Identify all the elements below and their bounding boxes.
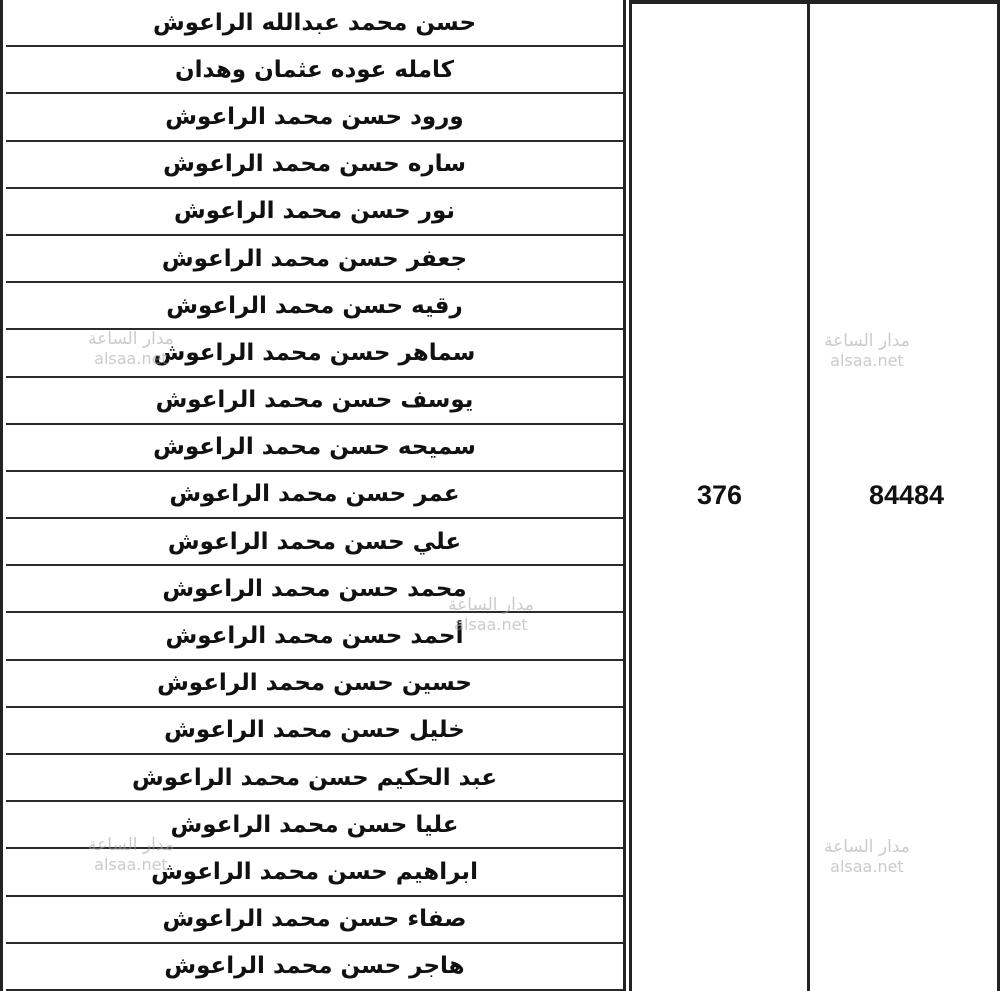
middle-number-cell	[629, 0, 810, 991]
table-row: ابراهيم حسن محمد الراعوش	[6, 849, 623, 896]
table-row: محمد حسن محمد الراعوش	[6, 566, 623, 613]
table-row: سماهر حسن محمد الراعوش	[6, 330, 623, 377]
watermark-latin: alsaa.net	[94, 348, 168, 368]
table-row: سميحه حسن محمد الراعوش	[6, 425, 623, 472]
watermark-arabic: مدار الساعة	[88, 329, 174, 349]
table-row: عليا حسن محمد الراعوش	[6, 802, 623, 849]
watermark-arabic: مدار الساعة	[448, 595, 534, 615]
table-row: رقيه حسن محمد الراعوش	[6, 283, 623, 330]
right-number-value: 84484	[868, 480, 945, 510]
names-column	[6, 0, 626, 991]
table-row: صفاء حسن محمد الراعوش	[6, 897, 623, 944]
table-row: جعفر حسن محمد الراعوش	[6, 236, 623, 283]
table-row: حسن محمد عبدالله الراعوش	[6, 0, 623, 47]
table-row: حسين حسن محمد الراعوش	[6, 661, 623, 708]
table-row: نور حسن محمد الراعوش	[6, 189, 623, 236]
table-row: عمر حسن محمد الراعوش	[6, 472, 623, 519]
table-row: علي حسن محمد الراعوش	[6, 519, 623, 566]
watermark-arabic: مدار الساعة	[88, 835, 174, 855]
table-row: كامله عوده عثمان وهدان	[6, 47, 623, 94]
middle-number-value: 376	[696, 480, 743, 510]
table-row: هاجر حسن محمد الراعوش	[6, 944, 623, 991]
table-row: أحمد حسن محمد الراعوش	[6, 613, 623, 660]
table-row: ساره حسن محمد الراعوش	[6, 142, 623, 189]
watermark-arabic: مدار الساعة	[824, 331, 910, 351]
watermark-latin: alsaa.net	[94, 854, 168, 874]
right-number-cell	[813, 0, 1000, 991]
table-row: يوسف حسن محمد الراعوش	[6, 378, 623, 425]
watermark-arabic: مدار الساعة	[824, 837, 910, 857]
watermark-latin: alsaa.net	[830, 350, 904, 370]
watermark-latin: alsaa.net	[830, 856, 904, 876]
table-row: خليل حسن محمد الراعوش	[6, 708, 623, 755]
table-row: ورود حسن محمد الراعوش	[6, 94, 623, 141]
watermark-latin: alsaa.net	[454, 614, 528, 634]
table-row: عبد الحكيم حسن محمد الراعوش	[6, 755, 623, 802]
